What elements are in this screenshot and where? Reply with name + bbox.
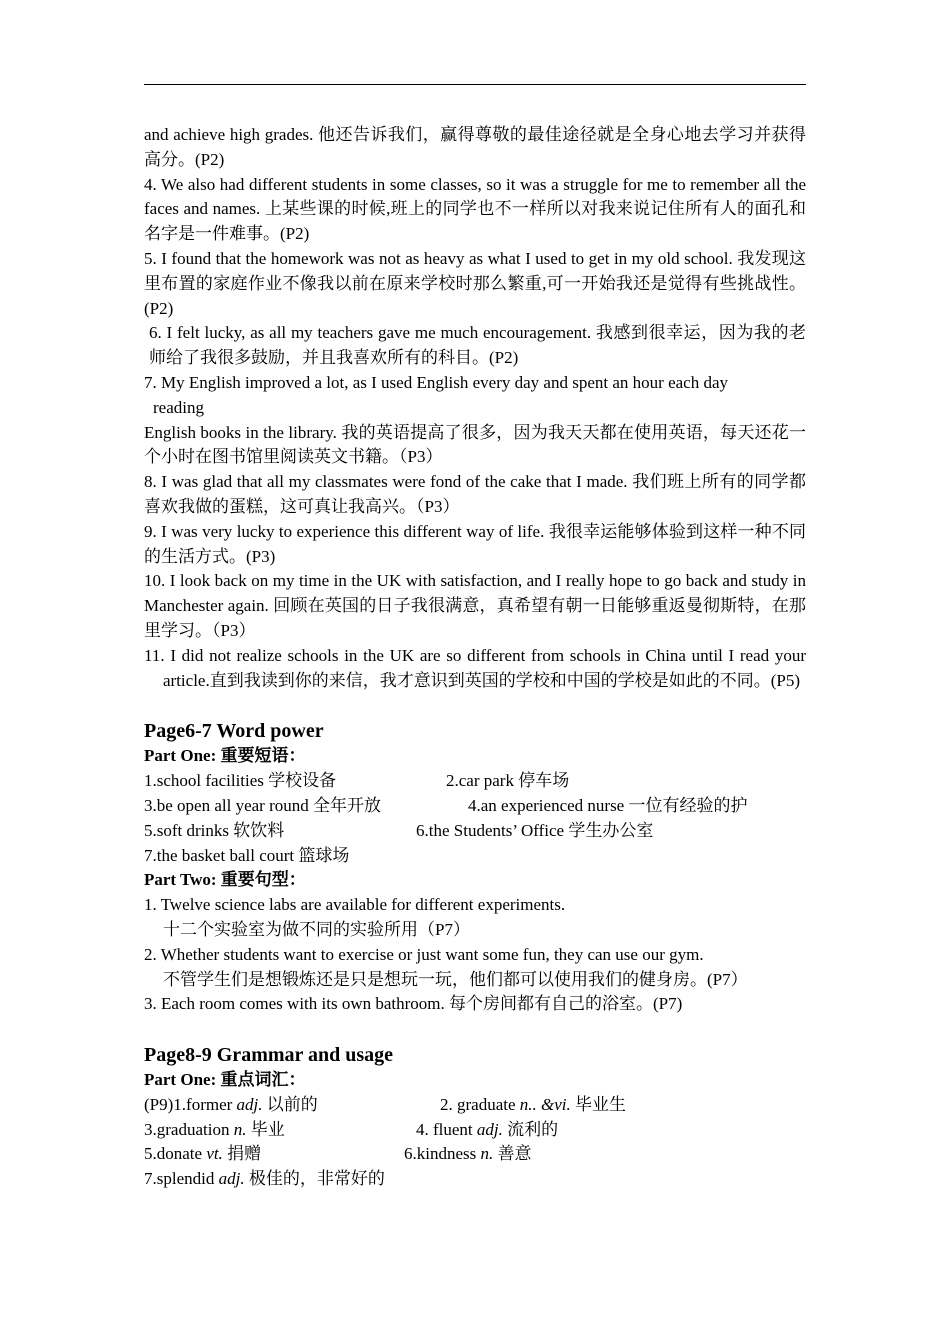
vocab-item: 7.splendid adj. 极佳的，非常好的 <box>144 1169 385 1189</box>
phrase-item: 7.the basket ball court 篮球场 <box>144 845 350 865</box>
sentence-3-end: and achieve high grades. 他还告诉我们，赢得尊敬的最佳途径就是全身心地去学习并获得高分。(P2) <box>144 125 806 169</box>
sentence-11: 11. I did not realize schools in the UK are so different from schools in China until I read your article.直到我读到你的来信，我才意识到英国的学校和中国的学校是如此的不同。(P5) <box>144 645 806 690</box>
phrase-row <box>144 794 806 819</box>
sentence-7c: English books in the library. 我的英语提高了很多，因为我天天都在使用英语，每天还花一个小时在图书馆里阅读英文书籍。（P3） <box>144 422 806 467</box>
phrase-item: 2.car park 停车场 <box>446 771 570 791</box>
sentence-7b: reading <box>153 397 204 417</box>
vocab-row <box>144 1093 806 1118</box>
phrase-item: 4.an experienced nurse 一位有经验的护 <box>468 795 748 815</box>
pattern-2-en: 2. Whether students want to exercise or just want some fun, they can use our gym. <box>144 944 704 964</box>
sentence-9: 9. I was very lucky to experience this different way of life. 我很幸运能够体验到这样一种不同的生活方式。(P3) <box>144 521 806 566</box>
vocab-row <box>144 1167 806 1192</box>
phrase-row <box>144 769 806 794</box>
part-one-heading: Part One: 重要短语： <box>144 746 306 766</box>
section-title-word-power: Page6-7 Word power <box>144 720 324 743</box>
header-rule <box>144 84 806 85</box>
vocab-item: (P9)1.former adj. 以前的 <box>144 1094 318 1114</box>
sentence-5: 5. I found that the homework was not as heavy as what I used to get in my old school. 我发现这里布置的家庭作业不像我以前在原来学校时那么繁重,可一开始我还是觉得有些挑战性。(P2) <box>144 248 806 318</box>
phrase-item: 5.soft drinks 软饮料 <box>144 820 285 840</box>
pattern-2-cn: 不管学生们是想锻炼还是只是想玩一玩，他们都可以使用我们的健身房。(P7） <box>163 969 748 989</box>
pattern-3: 3. Each room comes with its own bathroom. 每个房间都有自己的浴室。(P7) <box>144 994 683 1014</box>
sentence-8: 8. I was glad that all my classmates were fond of the cake that I made. 我们班上所有的同学都喜欢我做的蛋糕，这可真让我高兴。（P3） <box>144 472 806 516</box>
phrase-row <box>144 819 806 844</box>
pattern-1-cn: 十二个实验室为做不同的实验所用（P7） <box>163 919 470 939</box>
sentence-6: 6. I felt lucky, as all my teachers gave me much encouragement. 我感到很幸运，因为我的老师给了我很多鼓励，并且我喜欢所有的科目。(P2) <box>149 323 806 368</box>
vocab-row <box>144 1118 806 1143</box>
pattern-1-en: 1. Twelve science labs are available for different experiments. <box>144 895 566 915</box>
sentence-10: 10. I look back on my time in the UK with satisfaction, and I really hope to go back and study in Manchester again. 回顾在英国的日子我很满意，真希望有朝一日能够重返曼彻斯特，在那里学习。（P3） <box>144 571 806 640</box>
vocab-row <box>144 1142 806 1167</box>
phrase-item: 3.be open all year round 全年开放 <box>144 795 381 815</box>
phrase-item: 1.school facilities 学校设备 <box>144 771 337 791</box>
sentence-4: 4. We also had different students in some classes, so it was a struggle for me to remember all the faces and names. 上某些课的时候,班上的同学也不一样所以对我来说记住所有人的面孔和名字是一件难事。(P2) <box>144 174 806 244</box>
page-content <box>144 123 806 1192</box>
vocab-item: 4. fluent adj. 流利的 <box>416 1119 559 1139</box>
phrase-row <box>144 844 806 869</box>
section-title-grammar: Page8-9 Grammar and usage <box>144 1044 394 1067</box>
phrase-item: 6.the Students’ Office 学生办公室 <box>416 820 654 840</box>
vocab-item: 6.kindness n. 善意 <box>404 1144 532 1164</box>
part-two-heading: Part Two: 重要句型： <box>144 870 306 890</box>
sentence-7a: 7. My English improved a lot, as I used English every day and spent an hour each day <box>144 372 729 392</box>
vocab-item: 3.graduation n. 毕业 <box>144 1119 285 1139</box>
vocab-heading: Part One: 重点词汇： <box>144 1070 306 1090</box>
vocab-item: 2. graduate n.. &vi. 毕业生 <box>440 1094 627 1114</box>
vocab-item: 5.donate vt. 捐赠 <box>144 1144 262 1164</box>
